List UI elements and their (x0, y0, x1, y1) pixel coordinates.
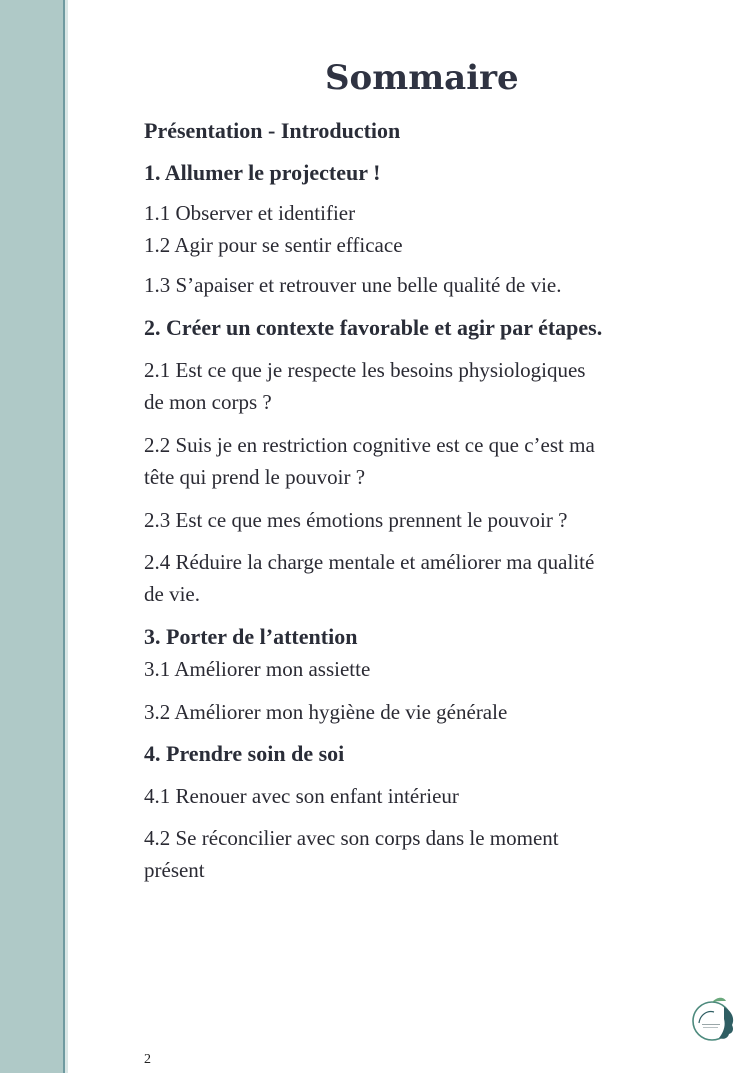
toc-heading-presentation: Présentation - Introduction (144, 118, 401, 143)
toc-item-2-4: 2.4 Réduire la charge mentale et améliorer ma qualité (144, 550, 595, 574)
toc-heading-section-2: 2. Créer un contexte favorable et agir par étapes. (144, 315, 603, 340)
toc-item-4-1: 4.1 Renouer avec son enfant intérieur (144, 784, 459, 808)
page-title: Sommaire (325, 58, 519, 98)
toc-item-1-3: 1.3 S’apaiser et retrouver une belle qualité de vie. (144, 273, 562, 297)
page-number: 2 (144, 1052, 151, 1067)
toc-heading-section-3: 3. Porter de l’attention (144, 624, 358, 649)
toc-item-3-1: 3.1 Améliorer mon assiette (144, 657, 371, 681)
side-divider-light (65, 0, 68, 1073)
brand-logo-icon (688, 993, 740, 1045)
toc-item-2-2-cont: tête qui prend le pouvoir ? (144, 465, 366, 489)
toc-heading-section-1: 1. Allumer le projecteur ! (144, 160, 381, 185)
toc-heading-section-4: 4. Prendre soin de soi (144, 741, 345, 766)
side-band (0, 0, 63, 1073)
toc-item-1-1: 1.1 Observer et identifier (144, 201, 356, 225)
toc-item-4-2-cont: présent (144, 858, 205, 882)
toc-item-3-2: 3.2 Améliorer mon hygiène de vie générale (144, 700, 508, 724)
toc-item-2-1-cont: de mon corps ? (144, 390, 272, 414)
toc-item-1-2: 1.2 Agir pour se sentir efficace (144, 233, 403, 257)
toc-item-2-4-cont: de vie. (144, 582, 200, 606)
toc-item-2-2: 2.2 Suis je en restriction cognitive est ce que c’est ma (144, 433, 595, 457)
toc-item-4-2: 4.2 Se réconcilier avec son corps dans le moment (144, 826, 559, 850)
toc-item-2-1: 2.1 Est ce que je respecte les besoins physiologiques (144, 358, 586, 382)
toc-item-2-3: 2.3 Est ce que mes émotions prennent le pouvoir ? (144, 508, 568, 532)
